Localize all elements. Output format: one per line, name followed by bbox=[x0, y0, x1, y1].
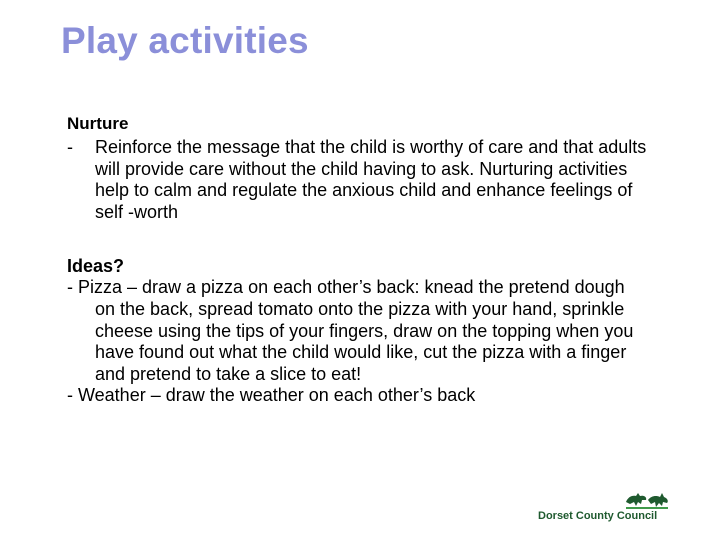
council-logo bbox=[538, 490, 670, 530]
nurture-text: Reinforce the message that the child is worthy of care and that adults will provide care without the child having to ask. Nurturing activities help to calm and regulate the anxious child and enhance feelings of self -worth bbox=[95, 137, 647, 222]
section-gap bbox=[67, 223, 647, 256]
nurture-bullet bbox=[67, 137, 647, 223]
council-name: Dorset County Council bbox=[538, 510, 658, 522]
slide-content bbox=[67, 114, 647, 407]
nurture-heading: Nurture bbox=[67, 114, 129, 133]
bullet-dash: - bbox=[67, 137, 73, 157]
dragon-icon bbox=[624, 490, 670, 510]
idea-item-weather: - Weather – draw the weather on each other’s back bbox=[67, 385, 476, 406]
idea-item-pizza: - Pizza – draw a pizza on each other’s back: knead the pretend dough on the back, spread tomato onto the pizza with your hand, sprinkle cheese using the tips of your fingers, draw on the topping when you have found out what the child would like, cut the pizza with a finger and pretend to take a slice to eat! bbox=[67, 277, 634, 384]
ideas-heading: Ideas? bbox=[67, 256, 125, 277]
slide-title: Play activities bbox=[61, 20, 309, 61]
